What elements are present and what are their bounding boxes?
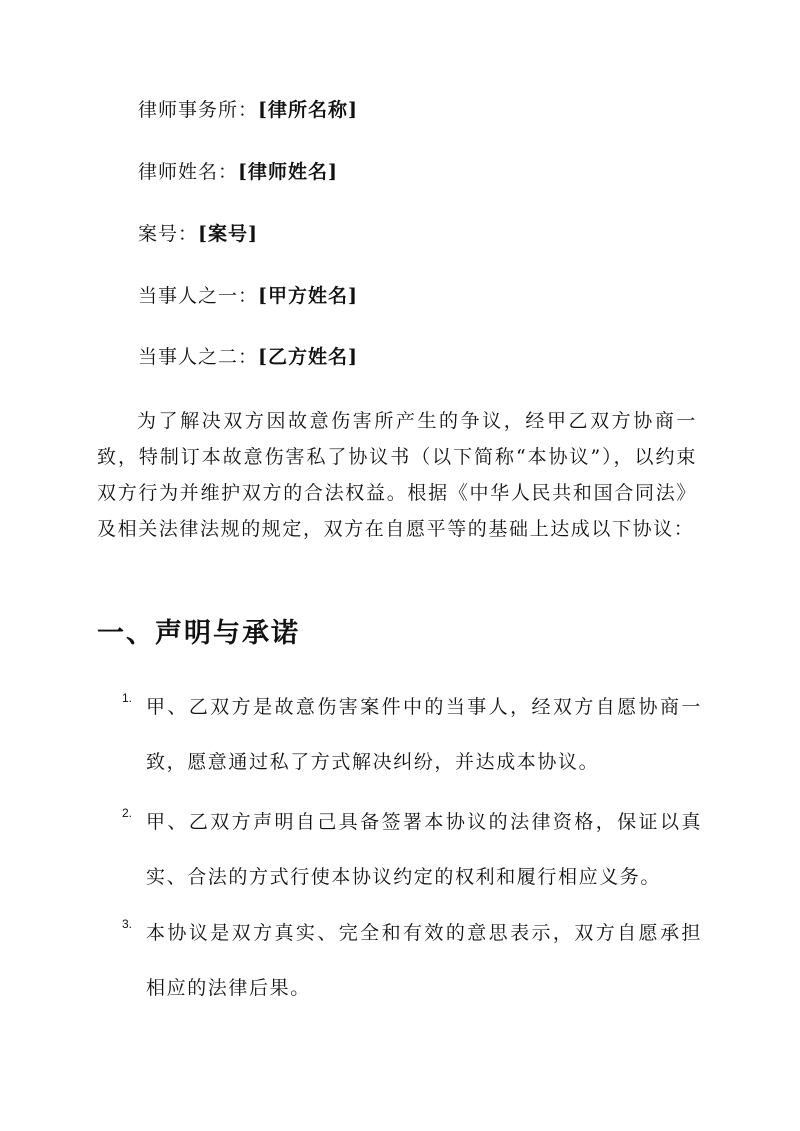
law-firm-value: [律所名称]	[258, 99, 358, 121]
list-item-text: 甲、乙双方是故意伤害案件中的当事人，经双方自愿协商一致，愿意通过私了方式解决纠纷，并达成本协议。	[146, 696, 702, 773]
case-number-value: [案号]	[198, 223, 258, 245]
section-heading: 一、声明与承诺	[97, 618, 300, 649]
list-item	[122, 795, 702, 905]
party-b-label: 当事人之二：	[138, 346, 259, 368]
intro-paragraph: 为了解决双方因故意伤害所产生的争议，经甲乙双方协商一致，特制订本故意伤害私了协议书（以下简称“本协议”），以约束双方行为并维护双方的合法权益。根据《中华人民共和国合同法》及相关法律法规的规定，双方在自愿平等的基础上达成以下协议：	[97, 410, 697, 540]
list-item-number: 2.	[122, 806, 133, 820]
list-item-number: 1.	[122, 691, 133, 705]
party-a-field	[138, 283, 358, 309]
law-firm-field	[138, 97, 358, 123]
case-number-label: 案号：	[138, 223, 199, 245]
lawyer-name-value: [律师姓名]	[238, 161, 338, 183]
list-item	[122, 906, 702, 1016]
lawyer-name-field	[138, 159, 338, 185]
law-firm-label: 律师事务所：	[138, 99, 259, 121]
lawyer-name-label: 律师姓名：	[138, 161, 239, 183]
party-b-value: [乙方姓名]	[258, 346, 358, 368]
party-b-field	[138, 344, 358, 370]
case-number-field	[138, 221, 258, 247]
party-a-value: [甲方姓名]	[258, 285, 358, 307]
party-a-label: 当事人之一：	[138, 285, 259, 307]
list-item	[122, 680, 702, 790]
list-item-number: 3.	[122, 917, 133, 931]
list-item-text: 本协议是双方真实、完全和有效的意思表示，双方自愿承担相应的法律后果。	[146, 922, 702, 999]
list-item-text: 甲、乙双方声明自己具备签署本协议的法律资格，保证以真实、合法的方式行使本协议约定的权利和履行相应义务。	[146, 811, 702, 888]
